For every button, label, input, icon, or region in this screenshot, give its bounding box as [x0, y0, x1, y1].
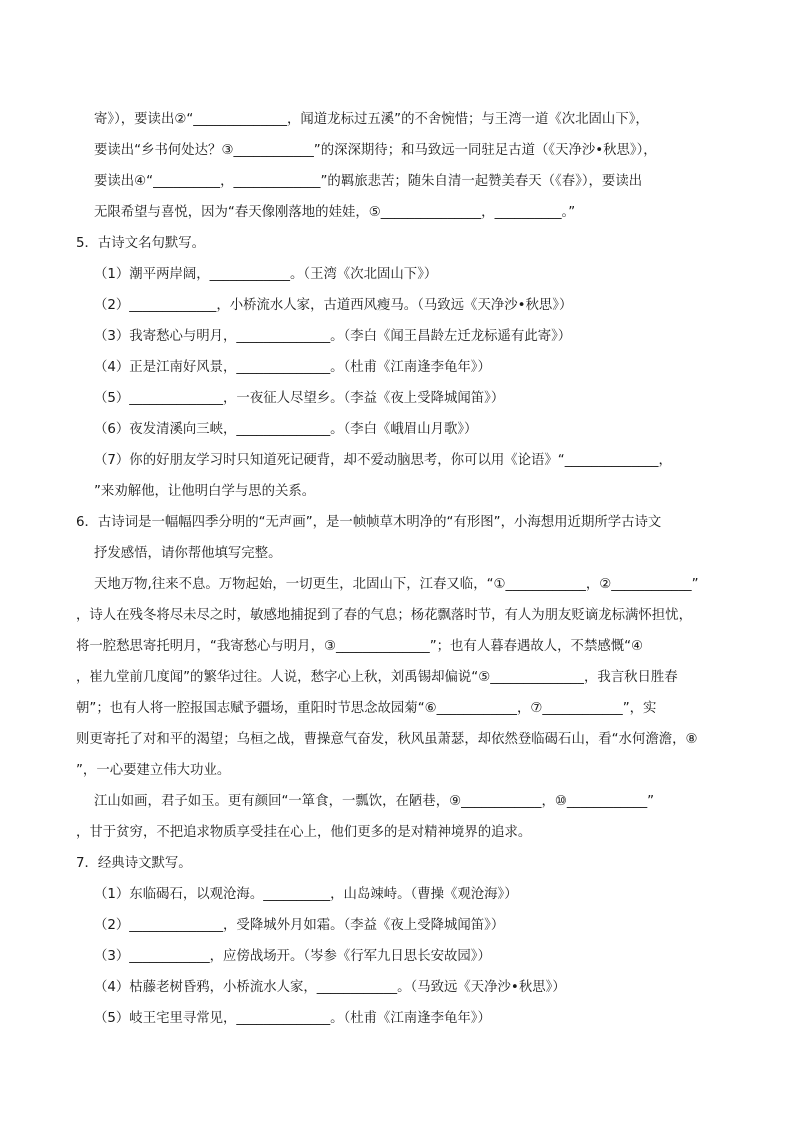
text-line-l11: （6）夜发清溪向三峡，______________。（李白《峨眉山月歌》）: [94, 422, 478, 437]
text-line-l05: 5．古诗文名句默写。: [76, 236, 206, 251]
text-line-l19: ，崔九堂前几度闻”的繁华过往。人说，愁字心上秋，刘禹锡却偏说“⑤______________，我言秋日胜春: [76, 670, 678, 685]
text-line-l03: 要读出④“__________，_____________”的羁旅悲苦；随朱自清一起赞美春天（《春》），要读出: [94, 174, 643, 189]
text-line-l29: （4）枯藤老树昏鸦，小桥流水人家，____________。（马致远《天净沙•秋思》）: [94, 980, 566, 995]
text-line-l26: （1）东临碣石，以观沧海。__________，山岛竦峙。（曹操《观沧海》）: [94, 887, 518, 902]
text-line-l10: （5）______________，一夜征人尽望乡。（李益《夜上受降城闻笛》）: [94, 391, 505, 406]
text-line-l07: （2）_____________，小桥流水人家，古道西风瘦马。（马致远《天净沙•秋思》）: [94, 298, 573, 313]
text-line-l27: （2）______________，受降城外月如霜。（李益《夜上受降城闻笛》）: [94, 918, 505, 933]
text-line-l15: 抒发感悟，请你帮他填写完整。: [94, 546, 282, 561]
text-line-l08: （3）我寄愁心与明月，______________。（李白《闻王昌龄左迁龙标遥有此寄》）: [94, 329, 572, 344]
text-line-l22: ”，一心要建立伟大功业。: [76, 763, 231, 778]
text-line-l02: 要读出“乡书何处达？③____________”的深深期待；和马致远一同驻足古道（《天净沙•秋思》），: [94, 143, 657, 158]
text-line-l25: 7．经典诗文默写。: [76, 856, 192, 871]
text-line-l06: （1）潮平两岸阔，____________。（王湾《次北固山下》）: [94, 267, 438, 282]
text-line-l01: 寄》），要读出②“______________，闻道龙标过五溪”的不舍惋惜；与王湾一道《次北固山下》，: [94, 112, 649, 127]
text-line-l04: 无限希望与喜悦，因为“春天像刚落地的娃娃，⑤_______________，__________。”: [94, 205, 576, 220]
text-line-l17: ，诗人在残冬将尽未尽之时，敏感地捕捉到了春的气息；杨花飘落时节，有人为朋友贬谪龙标满怀担忧，: [76, 608, 692, 623]
text-line-l23: 江山如画，君子如玉。更有颜回“一箪食，一瓢饮，在陋巷，⑨____________，⑩____________”: [94, 794, 655, 809]
text-line-l12: （7）你的好朋友学习时只知道死记硬背，却不爱动脑思考，你可以用《论语》“______________，: [94, 453, 672, 468]
text-line-l24: ，甘于贫穷，不把追求物质享受挂在心上，他们更多的是对精神境界的追求。: [76, 825, 532, 840]
text-line-l09: （4）正是江南好风景，______________。（杜甫《江南逢李龟年》）: [94, 360, 491, 375]
text-line-l13: ”来劝解他，让他明白学与思的关系。: [94, 484, 316, 499]
text-line-l14: 6．古诗词是一幅幅四季分明的“无声画”，是一帧帧草木明净的“有形图”，小海想用近期所学古诗文: [76, 515, 662, 530]
text-line-l16: 天地万物,往来不息。万物起始，一切更生，北固山下，江春又临，“①____________，②____________”: [94, 577, 699, 592]
text-line-l30: （5）岐王宅里寻常见，______________。（杜甫《江南逢李龟年》）: [94, 1011, 491, 1026]
text-line-l18: 将一腔愁思寄托明月，“我寄愁心与明月，③______________”；也有人暮春遇故人，不禁感慨“④: [76, 639, 644, 654]
text-line-l28: （3）____________，应傍战场开。（岑参《行军九日思长安故园》）: [94, 949, 491, 964]
text-line-l21: 则更寄托了对和平的渴望；乌桓之战，曹操意气奋发，秋风虽萧瑟，却依然登临碣石山，看“水何澹澹，⑧: [76, 732, 698, 747]
text-line-l20: 朝”；也有人将一腔报国志赋予疆场，重阳时节思念故园菊“⑥____________，⑦____________”，实: [76, 701, 657, 716]
